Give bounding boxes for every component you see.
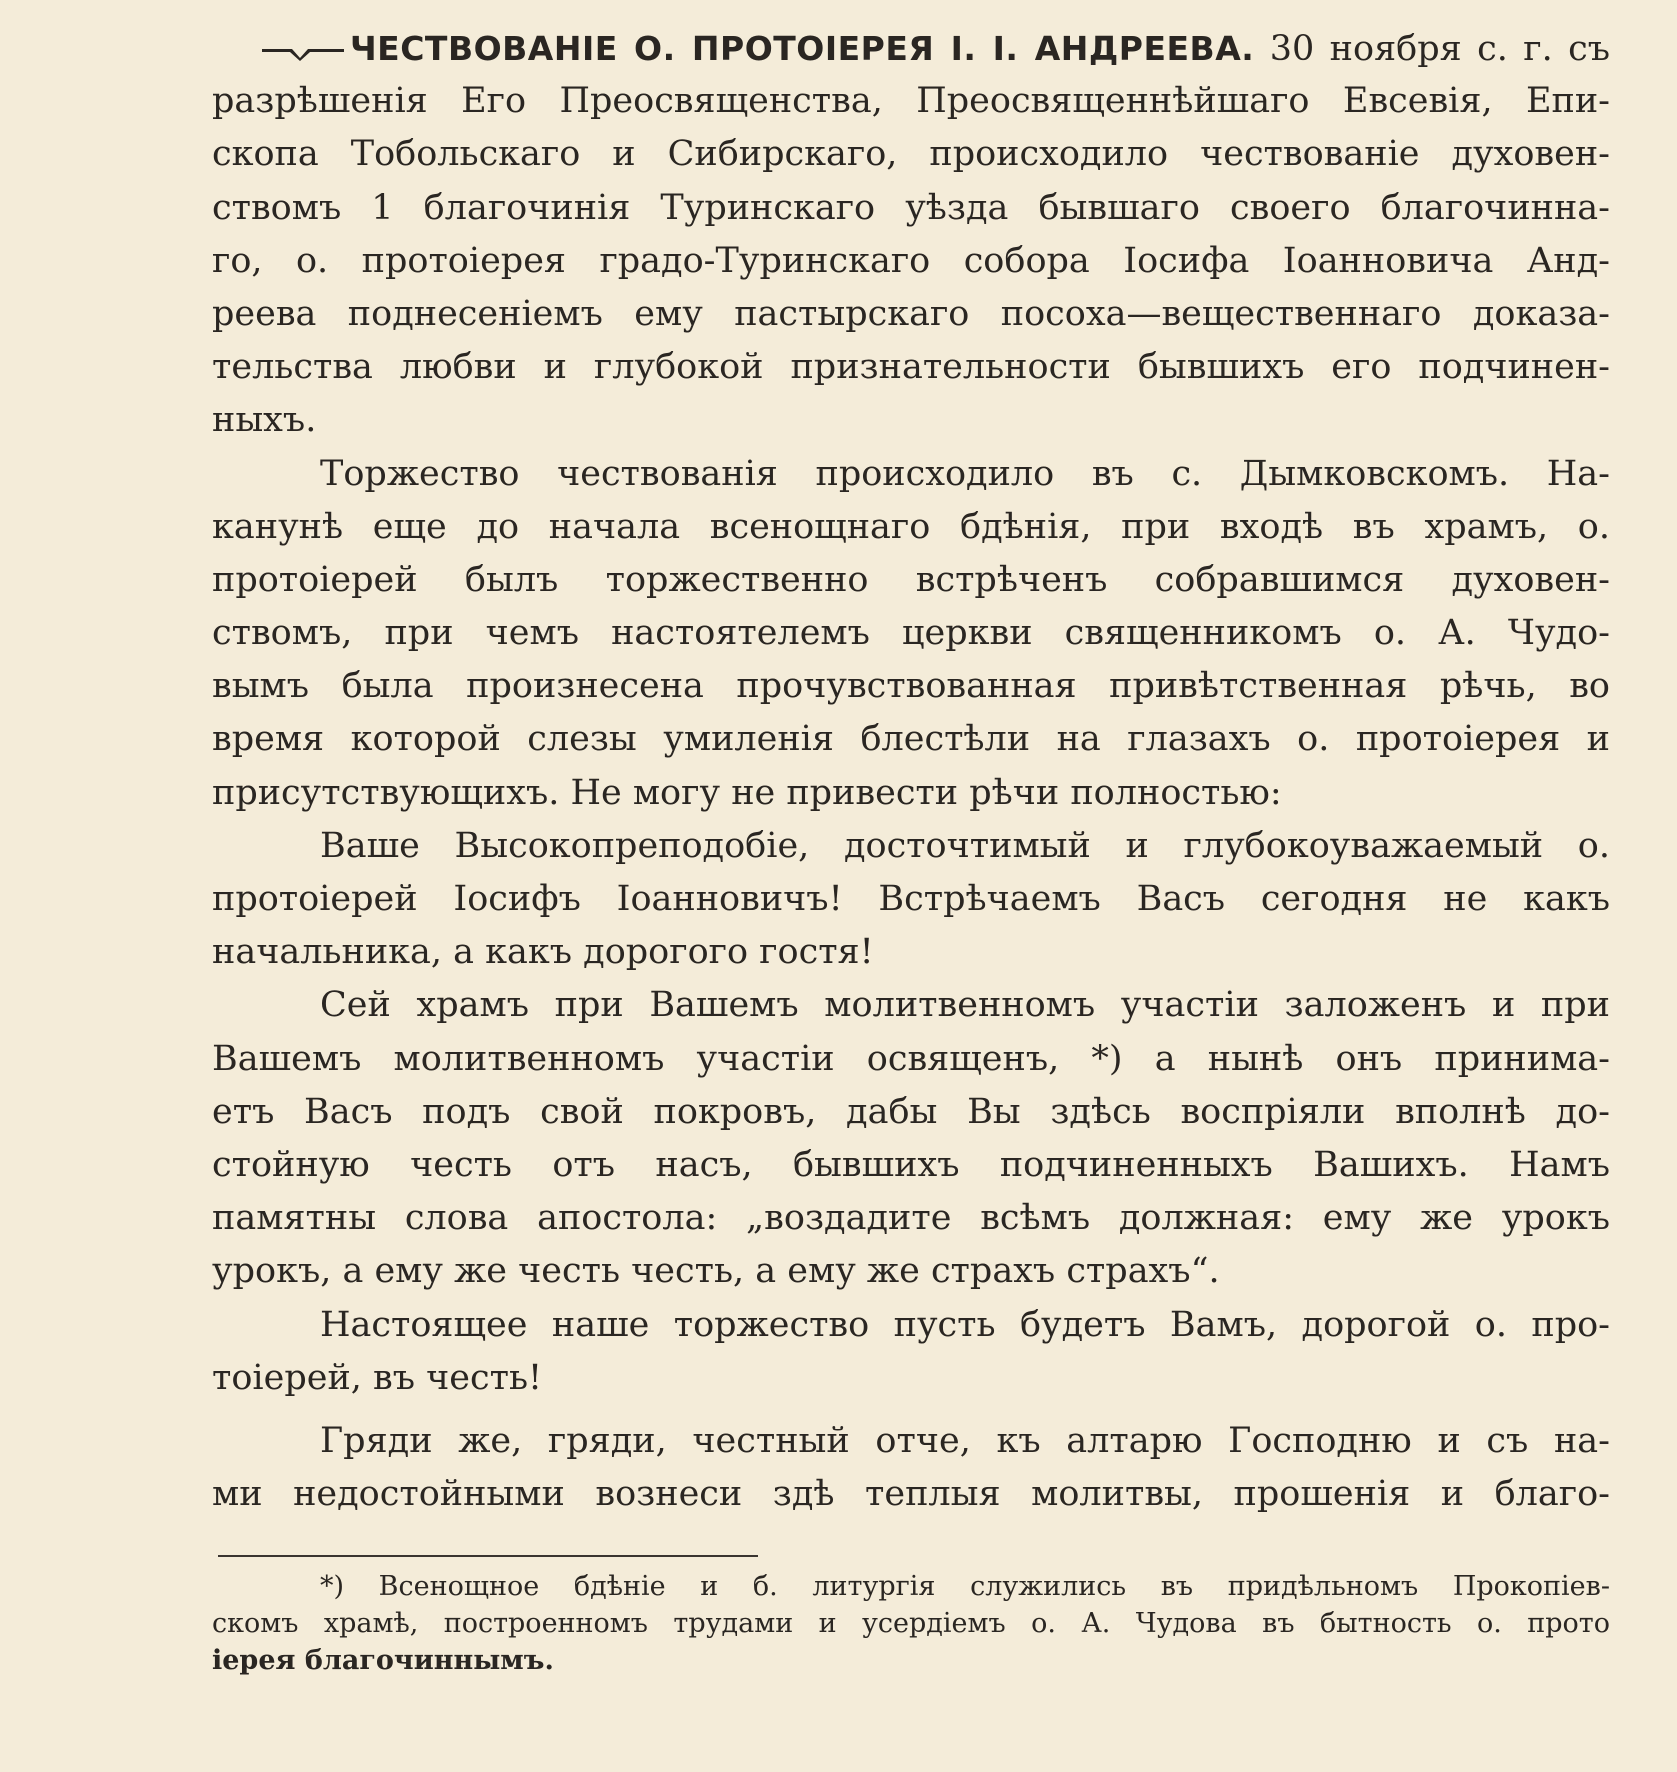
- text-line: ствомъ 1 благочинія Туринскаго уѣзда бывшаго своего благочинна-: [212, 187, 1610, 228]
- text-line: присутствующихъ. Не могу не привести рѣчи полностью:: [212, 772, 1282, 813]
- text-line: ми недостойными вознеси здѣ теплыя молитвы, прошенія и благо-: [212, 1474, 1610, 1515]
- text-line: ствомъ, при чемъ настоятелемъ церкви священникомъ о. А. Чудо-: [212, 613, 1610, 654]
- text-line: Вашемъ молитвенномъ участіи освященъ, *) а нынѣ онъ принима-: [212, 1038, 1610, 1079]
- text-line: Сей храмъ при Вашемъ молитвенномъ участіи заложенъ и при: [320, 985, 1610, 1026]
- article-heading: ЧЕСТВОВАНІЕ О. ПРОТОІЕРЕЯ І. І. АНДРЕЕВА.: [350, 29, 1255, 68]
- text-line: разрѣшенія Его Преосвященства, Преосвященнѣйшаго Евсевія, Епи-: [212, 81, 1610, 122]
- paragraph-3: [212, 820, 1610, 980]
- text-line: го, о. протоіерея градо-Туринскаго собора Іосифа Іоанновича Анд-: [212, 240, 1610, 281]
- text-line: памятны слова апостола: „воздадите всѣмъ должная: ему же урокъ: [212, 1198, 1610, 1239]
- footnote-line: іерея благочиннымъ.: [212, 1645, 554, 1676]
- paragraph-4: [212, 979, 1610, 1298]
- text-line: ныхъ.: [212, 400, 317, 441]
- text-line: реева поднесеніемъ ему пастырскаго посоха—вещественнаго доказа-: [212, 293, 1610, 334]
- footnote-line: *) Всенощное бдѣніе и б. литургія служились въ придѣльномъ Прокопіев-: [320, 1571, 1610, 1602]
- text-line: урокъ, а ему же честь честь, а ему же страхъ страхъ“.: [212, 1251, 1220, 1292]
- text-line: Гряди же, гряди, честный отче, къ алтарю Господню и съ на-: [320, 1420, 1610, 1461]
- text-line: Торжество чествованія происходило въ с. Дымковскомъ. На-: [320, 453, 1610, 494]
- text-line: стойную честь отъ насъ, бывшихъ подчиненныхъ Вашихъ. Намъ: [212, 1144, 1610, 1185]
- footnote-line: скомъ храмѣ, построенномъ трудами и усердіемъ о. А. Чудова въ бытность о. прото: [212, 1608, 1610, 1639]
- text-line: время которой слезы умиленія блестѣли на глазахъ о. протоіерея и: [212, 719, 1610, 760]
- text-line: етъ Васъ подъ свой покровъ, дабы Вы здѣсь воспріяли вполнѣ до-: [212, 1091, 1610, 1132]
- text-line: скопа Тобольскаго и Сибирскаго, происходило чествованіе духовен-: [212, 134, 1610, 175]
- paragraph-gap: [212, 1405, 1610, 1415]
- text-line: тельства любви и глубокой признательности бывшихъ его подчинен-: [212, 347, 1610, 388]
- paragraph-6: [212, 1415, 1610, 1521]
- article-body: [212, 22, 1610, 1521]
- text-line: 30 ноября с. г. съ: [1269, 29, 1610, 69]
- text-line: тоіерей, въ честь!: [212, 1357, 543, 1398]
- text-line: Настоящее наше торжество пусть будетъ Вамъ, дорогой о. про-: [320, 1304, 1610, 1345]
- paragraph-1: [212, 22, 1610, 448]
- text-line: начальника, а какъ дорогого гостя!: [212, 932, 874, 973]
- text-line: протоіерей былъ торжественно встрѣченъ собравшимся духовен-: [212, 559, 1610, 600]
- heading-line: [212, 22, 1610, 75]
- footnote-divider: [218, 1555, 758, 1557]
- footnote: [212, 1568, 1610, 1679]
- text-line: вымъ была произнесена прочувствованная привѣтственная рѣчь, во: [212, 666, 1610, 707]
- dash-ornament-icon: [262, 41, 344, 61]
- text-line: канунѣ еще до начала всенощнаго бдѣнія, при входѣ въ храмъ, о.: [212, 506, 1610, 547]
- text-line: Ваше Высокопреподобіе, досточтимый и глубокоуважаемый о.: [320, 825, 1610, 866]
- text-line: протоіерей Іосифъ Іоанновичъ! Встрѣчаемъ Васъ сегодня не какъ: [212, 879, 1610, 919]
- paragraph-5: [212, 1299, 1610, 1405]
- paragraph-2: [212, 448, 1610, 820]
